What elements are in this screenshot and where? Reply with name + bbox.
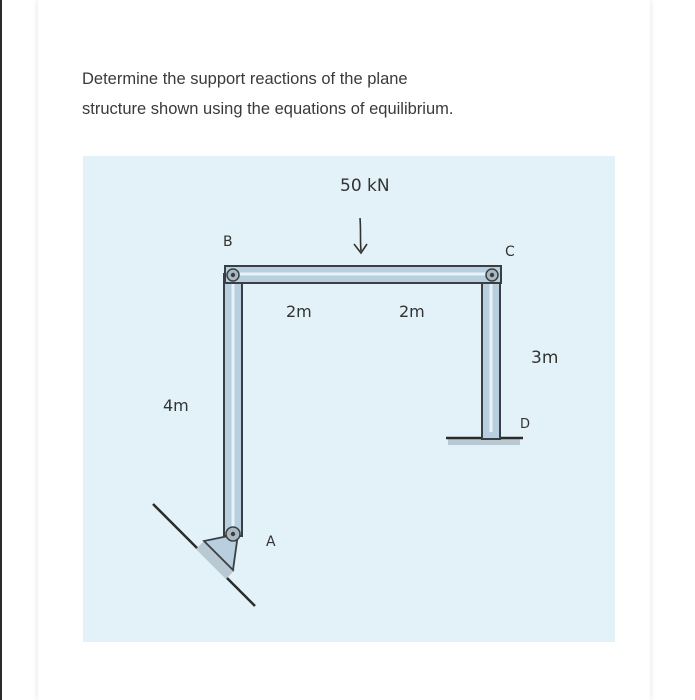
window-left-edge bbox=[0, 0, 2, 700]
question-line-2: structure shown using the equations of equilibrium. bbox=[82, 100, 454, 118]
dimension-right-span: 2m bbox=[399, 302, 425, 321]
label-point-a: A bbox=[266, 534, 276, 550]
structure-diagram bbox=[83, 156, 615, 642]
member-ab bbox=[224, 274, 242, 536]
dimension-left-span: 2m bbox=[286, 302, 312, 321]
joint-c bbox=[486, 269, 498, 281]
question-text bbox=[82, 64, 622, 124]
dimension-height-cd: 3m bbox=[531, 348, 559, 368]
label-point-b: B bbox=[223, 234, 233, 250]
dimension-height-ab: 4m bbox=[163, 396, 189, 415]
joint-b bbox=[227, 269, 239, 281]
question-line-1: Determine the support reactions of the plane bbox=[82, 70, 408, 88]
label-point-d: D bbox=[520, 417, 531, 432]
member-bc bbox=[225, 266, 501, 283]
member-cd bbox=[482, 275, 500, 439]
load-label: 50 kN bbox=[340, 176, 390, 196]
structure-figure bbox=[83, 156, 615, 642]
label-point-c: C bbox=[505, 244, 515, 260]
